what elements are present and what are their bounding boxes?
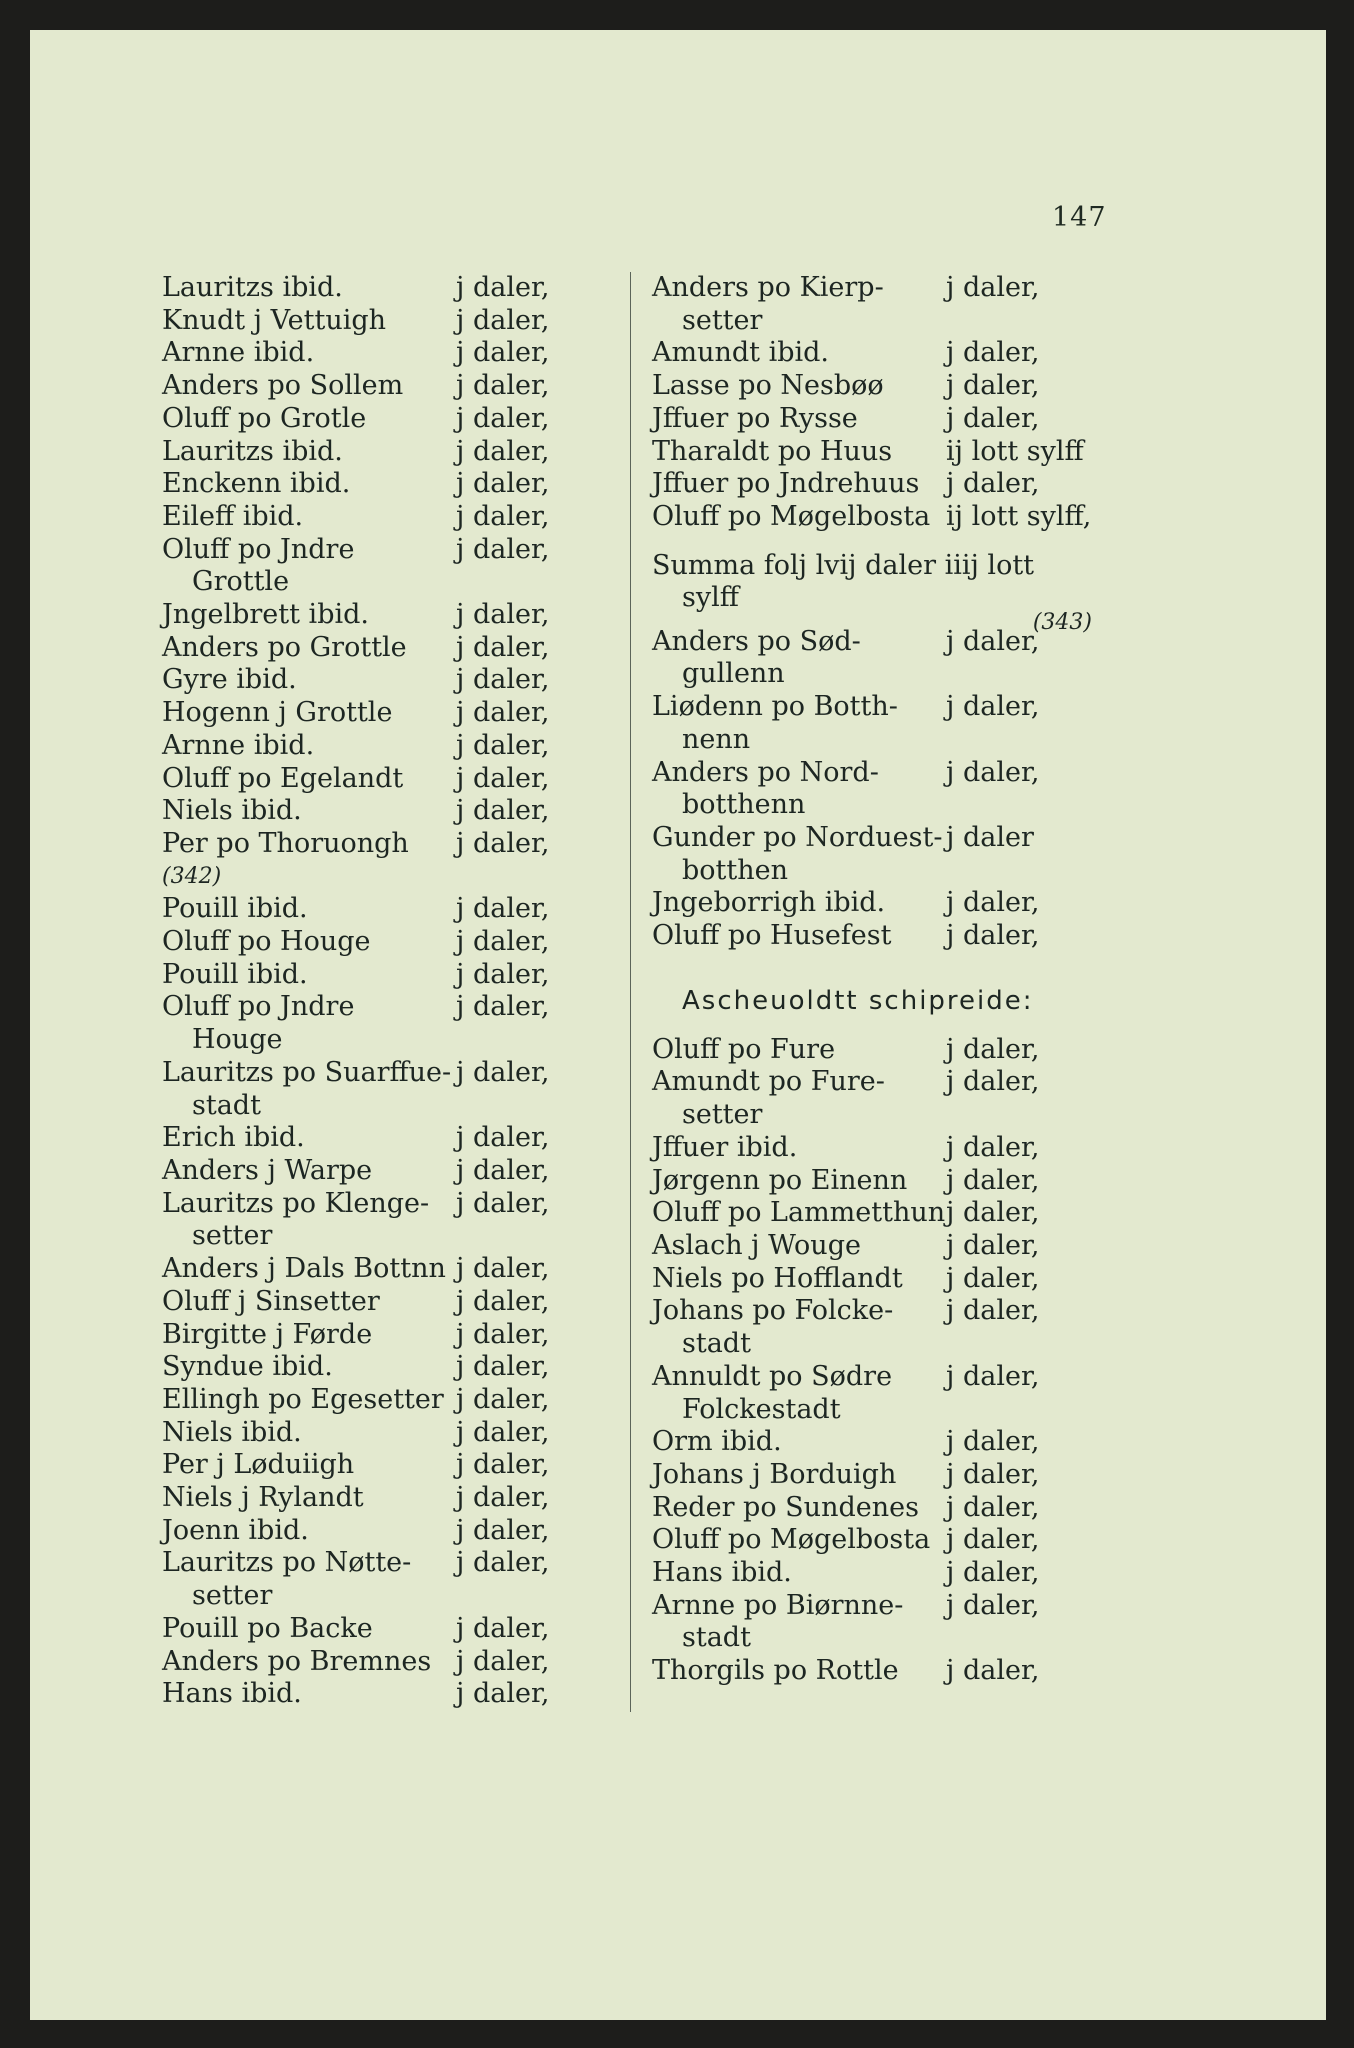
entry-name-line: Lauritzs ibid. [162,435,343,467]
section-heading: Ascheuoldtt schipreide: [682,985,1034,1016]
list-item [652,757,1122,822]
entry-amount: j daler, [456,893,550,925]
entry-name-line: Anders j Dals Bottnn [162,1253,446,1285]
list-item [162,337,612,370]
entry-amount: j daler, [946,468,1040,500]
entry-name-line: Lasse po Nesbøø [652,370,884,402]
entry-name-line: Arnne po Biørnne- [652,1589,904,1621]
entry-name-continuation: setter [192,1220,273,1252]
list-item [162,370,612,403]
entry-name-continuation: Folckestadt [682,1393,841,1425]
entry-name [162,370,456,403]
entry-amount: j daler, [456,599,550,631]
entry-name-continuation: nenn [682,723,751,755]
entry-name [652,1197,946,1230]
entry-name-line: Lauritzs ibid. [162,272,343,303]
entry-amount: j daler, [456,762,550,794]
entry-amount: j daler, [456,272,550,303]
entry-amount: j daler, [456,1416,550,1448]
entry-amount: j daler, [456,795,550,827]
list-item [652,1066,1122,1131]
entry-name [162,1449,456,1482]
entry-name-line: Anders po Nord- [652,756,879,788]
entry-amount: j daler, [456,1383,550,1415]
entry-amount: j daler, [456,1122,550,1154]
list-item [162,991,612,1056]
list-item [652,1197,1122,1230]
column-divider [630,272,631,1712]
entry-name [162,828,456,861]
entry-amount: j daler [946,821,1034,853]
entry-amount: j daler, [946,1295,1040,1327]
entry-amount: j daler, [456,1514,550,1546]
list-item [162,599,612,632]
entry-name-line: Johans po Folcke- [652,1295,894,1327]
entry-name [162,1057,456,1122]
entry-name [162,403,456,436]
entry-amount: j daler, [456,697,550,729]
list-item [162,1449,612,1482]
entry-name-line: Anders po Sollem [162,370,404,402]
entry-name [162,959,456,992]
entry-amount: j daler, [456,500,550,532]
entry-name [162,337,456,370]
entry-name [162,730,456,763]
entry-name-line: Oluff po Møgelbosta [652,1524,931,1556]
entry-name-line: Jngeborrigh ibid. [652,887,886,919]
entry-amount: j daler, [456,1056,550,1088]
list-item [162,1351,612,1384]
entry-name-line: Oluff po Lammetthun [652,1197,946,1229]
entry-amount: j daler, [456,1612,550,1644]
entry-name-line: Jffuer po Rysse [652,402,858,434]
entry-name [652,1590,946,1655]
entry-amount: j daler, [456,1318,550,1350]
entry-amount: j daler, [456,468,550,500]
list-item [162,926,612,959]
entry-name [652,920,946,953]
list-item [162,1547,612,1612]
entry-amount: j daler, [456,1154,550,1186]
entry-amount: ij lott sylff [946,435,1084,467]
entry-amount: j daler, [456,1351,550,1383]
list-item [162,1155,612,1188]
entry-amount: j daler, [946,1197,1040,1229]
entry-name-line: Eileff ibid. [162,500,304,532]
entry-amount: j daler, [456,1678,550,1710]
list-item [162,1417,612,1450]
entry-name [162,501,456,534]
list-item [652,501,1122,534]
list-item [162,1057,612,1122]
entry-name [652,501,946,534]
entry-amount: ij lott sylff, [946,500,1092,532]
entry-name [162,1155,456,1188]
entry-amount: j daler, [456,304,550,336]
entry-amount: j daler, [456,1547,550,1579]
entry-name-line: Niels ibid. [162,1416,302,1448]
entry-name-line: Niels j Rylandt [162,1482,364,1514]
entry-name [162,1417,456,1450]
entry-name-line: Gunder po Norduest- [652,821,943,853]
entry-name-line: Pouill po Backe [162,1612,373,1644]
entry-name [162,893,456,926]
entry-name-continuation: setter [682,304,763,336]
list-item [652,887,1122,920]
entry-name [652,1263,946,1296]
list-item [162,763,612,796]
entry-name [652,370,946,403]
list-item [162,697,612,730]
entry-name-line: Amundt ibid. [652,337,830,369]
entry-name-line: Pouill ibid. [162,893,308,925]
list-item [652,1590,1122,1655]
list-item [652,370,1122,403]
entry-amount: j daler, [946,1655,1040,1687]
entry-name [652,1295,946,1360]
list-item [162,305,612,338]
entry-name-continuation: stadt [682,1328,751,1360]
entry-name-line: Jørgenn po Einenn [652,1164,908,1196]
entry-name [162,1646,456,1679]
entry-name [162,305,456,338]
entry-name-line: Reder po Sundenes [652,1491,919,1523]
entry-name-line: Lauritzs po Klenge- [162,1187,430,1219]
entry-name [652,887,946,920]
entry-name [652,272,946,337]
entry-name-line: Syndue ibid. [162,1351,333,1383]
list-item [652,920,1122,953]
list-item [162,436,612,469]
entry-name [652,436,946,469]
entry-name-line: Niels po Hofflandt [652,1262,903,1294]
entry-amount: j daler, [946,1131,1040,1163]
entry-name-line: Per j Løduiigh [162,1449,355,1481]
marginal-note-right: (343) [1032,610,1092,636]
entry-name-line: Enckenn ibid. [162,468,351,500]
entry-amount: j daler, [946,1360,1040,1392]
entry-name [652,626,946,691]
entry-name-line: Anders po Grottle [162,631,407,663]
entry-name [652,822,946,887]
entry-name-continuation: gullenn [682,658,785,690]
entry-amount: j daler, [456,991,550,1023]
entry-name [652,1557,946,1590]
entry-name [162,1613,456,1646]
entry-name-line: Thorgils po Rottle [652,1655,899,1687]
entry-amount: j daler, [946,625,1040,657]
entry-name-line: Hogenn j Grottle [162,697,393,729]
entry-name-continuation: botthenn [682,789,806,821]
entry-amount: j daler, [456,827,550,859]
list-item [162,1319,612,1352]
entry-name [162,1122,456,1155]
entry-name [162,926,456,959]
entry-amount: j daler, [946,1164,1040,1196]
list-item [652,822,1122,887]
entry-name [652,1066,946,1131]
list-item [652,1492,1122,1525]
entry-name-line: Knudt j Vettuigh [162,304,387,336]
entry-amount: j daler, [456,435,550,467]
list-item [652,1034,1122,1067]
entry-name-line: Lauritzs po Suarffue- [162,1056,452,1088]
entry-name-line: Oluff po Fure [652,1033,836,1065]
entry-name-line: Arnne ibid. [162,337,315,369]
list-item [162,1286,612,1319]
list-item [162,1188,612,1253]
entry-name-line: Jngelbrett ibid. [162,599,369,631]
entry-amount: j daler, [946,1458,1040,1490]
entry-name-line: Hans ibid. [652,1557,792,1589]
entry-amount: j daler, [946,1229,1040,1261]
document-page [30,30,1326,2020]
entry-amount: j daler, [456,664,550,696]
list-item [162,1646,612,1679]
entry-name [652,1132,946,1165]
list-item [162,1253,612,1286]
entry-name-line: Anders j Warpe [162,1154,373,1186]
entry-name-line: Gyre ibid. [162,664,297,696]
entry-name-line: Johans j Borduigh [652,1458,897,1490]
entry-name [652,1230,946,1263]
entry-amount: j daler, [946,920,1040,952]
entry-name-line: Anders po Sød- [652,625,861,657]
entry-name [162,272,456,305]
list-item [162,1384,612,1417]
entry-name-continuation: stadt [682,1622,751,1654]
list-item [652,403,1122,436]
list-item [652,1230,1122,1263]
entry-amount: j daler, [946,272,1040,303]
list-item [162,828,612,861]
entry-name-continuation: Grottle [192,566,290,598]
entry-name [652,403,946,436]
entry-amount: j daler, [456,1645,550,1677]
marginal-note: (342) [162,863,222,889]
entry-name [162,468,456,501]
entry-amount: j daler, [456,958,550,990]
entry-name-line: Oluff po Jndre [162,533,355,565]
entry-name-line: Oluff po Møgelbosta [652,500,931,532]
summa-total [652,550,1122,615]
list-item [162,632,612,665]
entry-amount: j daler, [456,370,550,402]
entry-name [162,795,456,828]
entry-amount: j daler, [946,887,1040,919]
list-item [652,1557,1122,1590]
list-item [652,468,1122,501]
entry-amount: j daler, [456,533,550,565]
entry-name-line: Aslach j Wouge [652,1229,861,1261]
list-item [162,1613,612,1646]
list-item [162,468,612,501]
entry-amount: j daler, [946,1524,1040,1556]
list-item [652,436,1122,469]
entry-name [162,1253,456,1286]
entry-amount: j daler, [456,1253,550,1285]
list-item [652,1361,1122,1426]
entry-name [652,1426,946,1459]
entry-name [652,1034,946,1067]
right-column-top-list [652,272,1122,534]
entry-name-line: Oluff j Sinsetter [162,1285,380,1317]
entry-name-line: Hans ibid. [162,1678,302,1710]
list-item [162,664,612,697]
entry-amount: j daler, [456,1285,550,1317]
entry-name-line: Erich ibid. [162,1122,305,1154]
list-item [162,1678,612,1711]
entry-name-line: Oluff po Grotle [162,402,367,434]
entry-name-line: Jffuer ibid. [652,1131,798,1163]
entry-name [162,991,456,1056]
entry-name-line: Orm ibid. [652,1426,782,1458]
entry-name-line: Amundt po Fure- [652,1066,885,1098]
entry-name [162,697,456,730]
entry-name [652,1165,946,1198]
list-item [652,1459,1122,1492]
entry-name [652,1459,946,1492]
entry-name [162,534,456,599]
list-item [652,1165,1122,1198]
entry-amount: j daler, [456,631,550,663]
entry-name [162,436,456,469]
entry-name [162,763,456,796]
list-item [162,501,612,534]
entry-name-line: Arnne ibid. [162,729,315,761]
entry-amount: j daler, [456,402,550,434]
entry-name-line: Niels ibid. [162,795,302,827]
entry-amount: j daler, [946,1491,1040,1523]
entry-amount: j daler, [946,691,1040,723]
entry-name [652,1492,946,1525]
list-item [162,403,612,436]
entry-name [162,1482,456,1515]
entry-amount: j daler, [946,1262,1040,1294]
list-item [652,272,1122,337]
list-item [652,1295,1122,1360]
entry-name-continuation: botthen [682,854,788,886]
list-item [162,893,612,926]
entry-name [162,632,456,665]
entry-name-line: Per po Thoruongh [162,827,409,859]
entry-name-line: Oluff po Houge [162,926,371,958]
entry-name [652,337,946,370]
entry-name-line: Annuldt po Sødre [652,1360,893,1392]
entry-name-line: Oluff po Jndre [162,991,355,1023]
entry-name-line: Tharaldt po Huus [652,435,893,467]
page-number: 147 [1052,202,1107,233]
list-item [162,272,612,305]
entry-name [162,1286,456,1319]
list-item [162,730,612,763]
right-column-mid-list [652,626,1122,953]
entry-name [652,468,946,501]
entry-name-line: Pouill ibid. [162,958,308,990]
entry-name [162,1384,456,1417]
entry-name-continuation: setter [192,1580,273,1612]
entry-name [652,691,946,756]
entry-amount: j daler, [456,926,550,958]
list-item [162,534,612,599]
entry-name-line: Joenn ibid. [162,1514,309,1546]
left-column [162,272,612,1711]
list-item [162,1482,612,1515]
list-item [652,1655,1122,1688]
entry-name [652,1655,946,1688]
entry-amount: j daler, [456,729,550,761]
entry-amount: j daler, [946,1426,1040,1458]
entry-amount: j daler, [456,1482,550,1514]
entry-name-line: Anders po Bremnes [162,1645,432,1677]
entry-name-line: Birgitte j Førde [162,1318,373,1350]
list-item [162,959,612,992]
entry-name [652,1361,946,1426]
entry-name [162,1188,456,1253]
entry-name [652,1524,946,1557]
list-item [652,1263,1122,1296]
entry-amount: j daler, [946,756,1040,788]
entry-name-line: Lauritzs po Nøtte- [162,1547,412,1579]
entry-amount: j daler, [456,1187,550,1219]
entry-name-continuation: setter [682,1099,763,1131]
entry-name-line: Anders po Kierp- [652,272,884,303]
entry-name-continuation: Houge [192,1024,283,1056]
list-item [652,337,1122,370]
entry-name-continuation: stadt [192,1089,261,1121]
right-column-bottom-list [652,1034,1122,1688]
entry-name [162,1515,456,1548]
list-item [162,1122,612,1155]
entry-amount: j daler, [946,1066,1040,1098]
entry-amount: j daler, [946,402,1040,434]
entry-name [162,1547,456,1612]
summa-line-2: sylff [682,582,739,614]
list-item [652,1524,1122,1557]
entry-name-line: Ellingh po Egesetter [162,1383,444,1415]
entry-name [162,664,456,697]
entry-name-line: Jffuer po Jndrehuus [652,468,920,500]
entry-name [162,1678,456,1711]
entry-name [162,1319,456,1352]
list-item [652,1132,1122,1165]
entry-name-line: Oluff po Husefest [652,920,892,952]
entry-amount: j daler, [946,1589,1040,1621]
entry-name [162,599,456,632]
summa-line-1: Summa folj lvij daler iiij lott [652,549,1035,581]
entry-name [652,757,946,822]
list-item [652,1426,1122,1459]
entry-amount: j daler, [946,337,1040,369]
right-column [652,272,1122,1688]
entry-amount: j daler, [946,1557,1040,1589]
entry-amount: j daler, [456,1449,550,1481]
list-item [652,691,1122,756]
list-item [162,795,612,828]
entry-amount: j daler, [946,370,1040,402]
list-item [162,1515,612,1548]
entry-name-line: Oluff po Egelandt [162,762,404,794]
entry-amount: j daler, [456,337,550,369]
entry-name [162,1351,456,1384]
entry-amount: j daler, [946,1033,1040,1065]
entry-name-line: Liødenn po Botth- [652,691,898,723]
